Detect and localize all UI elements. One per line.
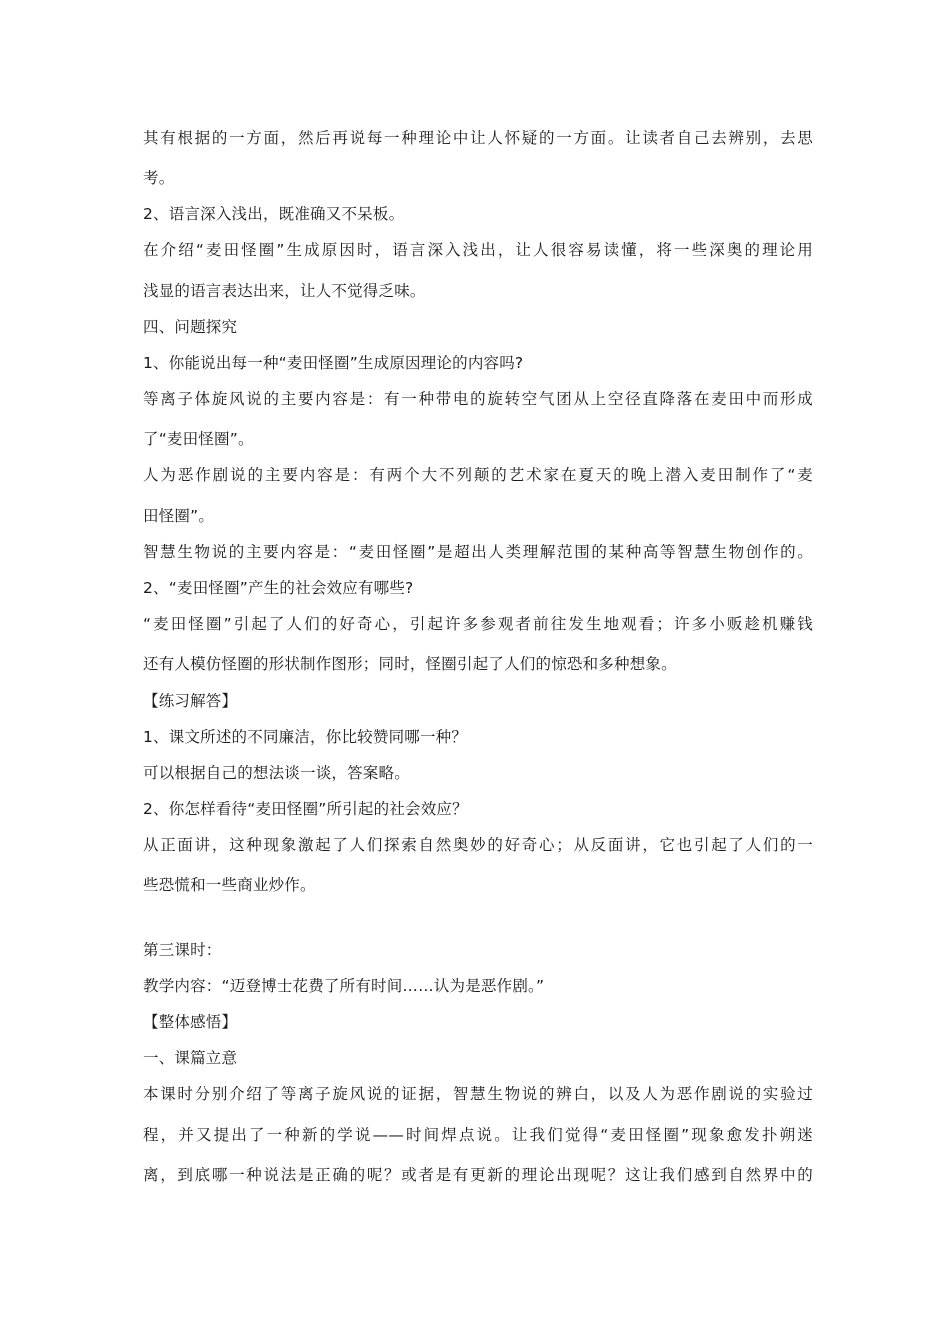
question-line: 2、你怎样看待“麦田怪圈”所引起的社会效应？: [143, 800, 468, 818]
text-line: 人为恶作剧说的主要内容是：有两个大不列颠的艺术家在夏天的晚上潜入麦田制作了“麦: [143, 466, 813, 484]
text-line: 等离子体旋风说的主要内容是：有一种带电的旋转空气团从上空径直降落在麦田中而形成: [143, 390, 813, 408]
text-line: 考。: [143, 169, 175, 187]
text-line: 离，到底哪一种说法是正确的呢？或者是有更新的理论出现呢？这让我们感到自然界中的: [143, 1166, 813, 1184]
question-line: 1、课文所述的不同廉洁，你比较赞同哪一种？: [143, 728, 468, 746]
section-heading: 一、课篇立意: [143, 1049, 238, 1067]
section-heading: 四、问题探究: [143, 318, 238, 336]
section-heading: 【练习解答】: [143, 692, 238, 710]
lesson-heading: 第三课时：: [143, 941, 222, 959]
text-line: 2、语言深入浅出，既准确又不呆板。: [143, 205, 405, 223]
text-line: 本课时分别介绍了等离子旋风说的证据，智慧生物说的辨白，以及人为恶作剧说的实验过: [143, 1085, 813, 1103]
text-line: 从正面讲，这种现象激起了人们探索自然奥妙的好奇心；从反面讲，它也引起了人们的一: [143, 836, 813, 854]
text-line: 些恐慌和一些商业炒作。: [143, 876, 316, 894]
text-line: 其有根据的一方面，然后再说每一种理论中让人怀疑的一方面。让读者自己去辨别，去思: [143, 129, 813, 147]
text-line: 田怪圈”。: [143, 507, 215, 525]
text-line: 还有人模仿怪圈的形状制作图形；同时，怪圈引起了人们的惊恐和多种想象。: [143, 655, 677, 673]
text-line: 浅显的语言表达出来，让人不觉得乏味。: [143, 282, 426, 300]
text-line: “麦田怪圈”引起了人们的好奇心，引起许多参观者前往发生地观看；许多小贩趁机赚钱: [143, 615, 813, 633]
section-heading: 【整体感悟】: [143, 1013, 238, 1031]
question-line: 2、“麦田怪圈”产生的社会效应有哪些?: [143, 579, 414, 597]
text-line: 可以根据自己的想法谈一谈，答案略。: [143, 764, 410, 782]
text-line: 了“麦田怪圈”。: [143, 430, 254, 448]
question-line: 1、你能说出每一种“麦田怪圈”生成原因理论的内容吗?: [143, 354, 524, 372]
text-line: 程，并又提出了一种新的学说——时间焊点说。让我们觉得“麦田怪圈”现象愈发扑朔迷: [143, 1126, 813, 1144]
text-line: 智慧生物说的主要内容是：“麦田怪圈”是超出人类理解范围的某种高等智慧生物创作的。: [143, 543, 813, 561]
text-line: 教学内容：“迈登博士花费了所有时间……认为是恶作剧。”: [143, 977, 545, 995]
text-line: 在介绍“麦田怪圈”生成原因时，语言深入浅出，让人很容易读懂，将一些深奥的理论用: [143, 241, 813, 259]
